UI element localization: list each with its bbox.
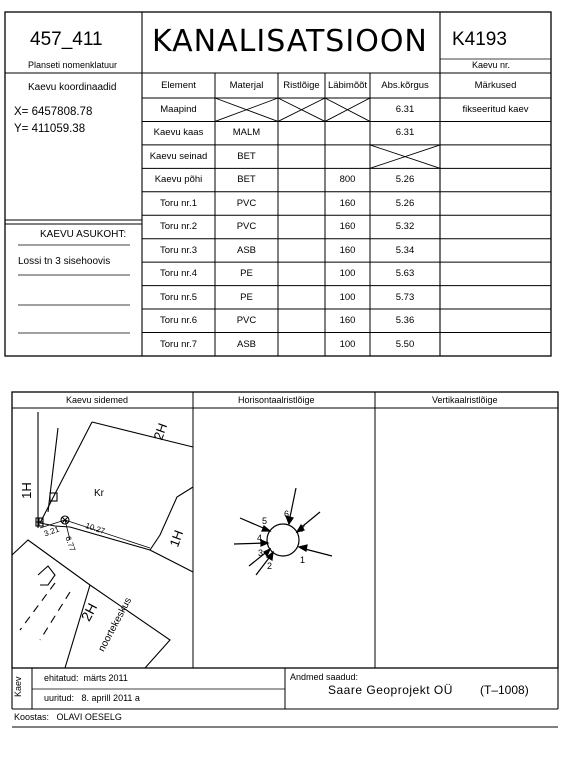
table-cell-material: BET	[237, 150, 256, 162]
pipe-number-7: 7	[300, 524, 306, 534]
dimension-c: 10.27	[84, 521, 107, 536]
table-cell-note: fikseeritud kaev	[462, 104, 529, 115]
table-cell-diameter: 160	[339, 244, 356, 256]
column-header: Materjal	[229, 80, 264, 91]
form-title: KANALISATSIOON	[152, 24, 428, 59]
table-cell-element: Toru nr.5	[160, 291, 197, 303]
source-value: Saare Geoprojekt OÜ	[328, 683, 453, 697]
table-cell-material: ASB	[236, 244, 256, 256]
column-header: Läbimõõt	[327, 80, 368, 91]
pipe-number-1: 1	[300, 555, 306, 565]
x-coordinate: X= 6457808.78	[14, 106, 93, 118]
sheet-number: 457_411	[30, 29, 103, 50]
column-header: Märkused	[474, 80, 517, 91]
table-cell-material: PE	[240, 291, 253, 303]
well-number: K4193	[452, 29, 507, 50]
table-cell-diameter: 100	[339, 268, 356, 280]
table-cell-diameter: 800	[339, 174, 356, 186]
table-cell-elevation: 6.31	[395, 104, 415, 115]
table-cell-material: PVC	[236, 315, 257, 327]
table-cell-material: PE	[240, 268, 253, 280]
ties-heading: Kaevu sidemed	[66, 395, 129, 405]
measured-row: uuritud: 8. aprill 2011 a	[44, 693, 140, 703]
table-cell-material: ASB	[236, 338, 256, 350]
footer-side-label: Kaev	[13, 676, 23, 697]
table-cell-element: Toru nr.3	[160, 244, 197, 256]
table-cell-element: Maapind	[160, 104, 197, 115]
table-cell-elevation: 5.36	[395, 315, 415, 327]
table-cell-element: Kaevu seinad	[149, 150, 208, 162]
y-coordinate: Y= 411059.38	[14, 123, 86, 135]
table-cell-element: Toru nr.6	[160, 315, 197, 327]
table-cell-element: Toru nr.2	[160, 221, 197, 233]
table-cell-element: Toru nr.4	[160, 268, 197, 280]
pipe-number-4: 4	[257, 533, 263, 543]
pipe-number-5: 5	[262, 516, 268, 526]
label-bottom-name: noortekeskus	[96, 595, 135, 654]
source-label: Andmed saadud:	[290, 672, 359, 682]
column-header: Abs.kõrgus	[381, 80, 429, 91]
table-cell-element: Toru nr.7	[160, 338, 197, 350]
label-building-bottom: 2H	[77, 600, 101, 624]
built-row: ehitatud: märts 2011	[44, 673, 128, 683]
table-cell-diameter: 160	[339, 197, 356, 209]
location-heading: KAEVU ASUKOHT:	[40, 229, 127, 240]
table-cell-diameter: 160	[339, 221, 356, 233]
dimension-a: 3.21	[42, 524, 61, 539]
table-cell-diameter: 100	[339, 338, 356, 350]
table-cell-material: MALM	[232, 127, 261, 139]
sheet-caption: Planseti nomenklatuur	[28, 60, 118, 70]
pipe-number-2: 2	[267, 561, 273, 571]
table-cell-elevation: 5.63	[395, 268, 415, 280]
pipe-number-3: 3	[258, 548, 264, 558]
table-cell-elevation: 5.26	[395, 174, 415, 186]
table-cell-element: Kaevu kaas	[153, 127, 204, 139]
table-cell-elevation: 5.50	[395, 338, 415, 350]
table-cell-elevation: 5.32	[395, 221, 415, 233]
horizontal-heading: Horisontaalristlõige	[238, 395, 315, 405]
pipe-number-6: 6	[284, 509, 290, 519]
location-text: Lossi tn 3 sisehoovis	[18, 256, 111, 267]
label-building-right: 1H	[166, 528, 187, 549]
label-building-left: 1H	[18, 482, 34, 499]
label-building-center: Kr	[94, 488, 104, 499]
compiler-row: Koostas: OLAVI OESELG	[14, 712, 122, 722]
column-header: Element	[161, 80, 196, 91]
dimension-b: 6.77	[63, 534, 78, 553]
table-cell-elevation: 6.31	[395, 127, 415, 139]
table-cell-elevation: 5.34	[395, 244, 415, 256]
coordinates-heading: Kaevu koordinaadid	[28, 82, 117, 93]
table-cell-material: PVC	[236, 221, 257, 233]
table-cell-diameter: 100	[339, 291, 356, 303]
table-cell-element: Kaevu põhi	[154, 174, 203, 186]
table-cell-element: Toru nr.1	[160, 197, 197, 209]
table-cell-diameter: 160	[339, 315, 356, 327]
table-cell-material: PVC	[236, 197, 257, 209]
column-header: Ristlõige	[283, 80, 320, 91]
table-cell-material: BET	[237, 174, 256, 186]
source-code: (T–1008)	[480, 683, 529, 697]
table-cell-elevation: 5.26	[395, 197, 415, 209]
well-number-caption: Kaevu nr.	[472, 60, 511, 70]
vertical-heading: Vertikaalristlõige	[432, 395, 498, 405]
label-building-top: 2H	[150, 421, 171, 442]
table-cell-elevation: 5.73	[395, 291, 415, 303]
